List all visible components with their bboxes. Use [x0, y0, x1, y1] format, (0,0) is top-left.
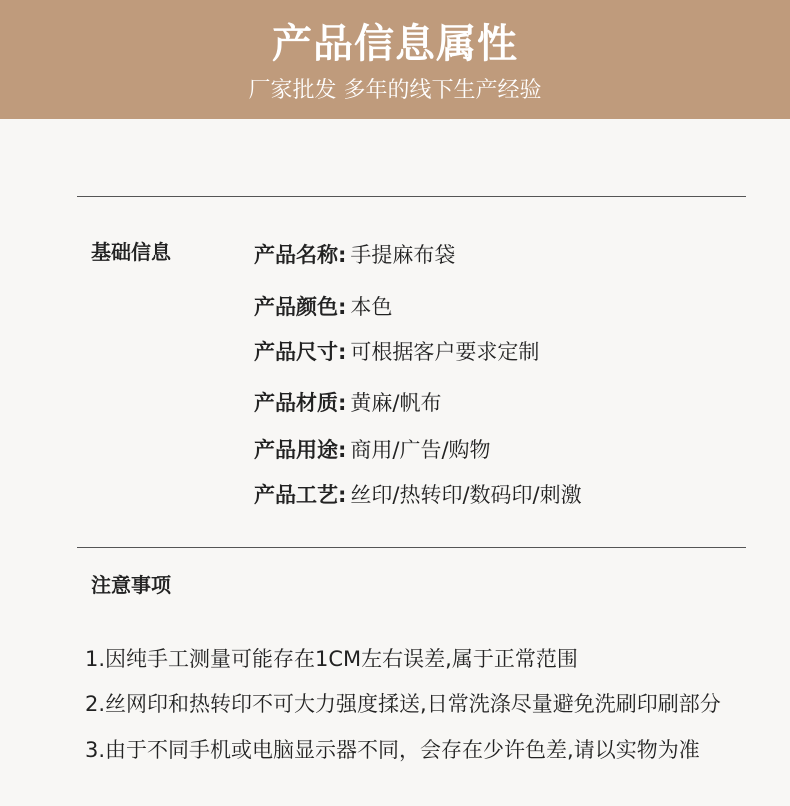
- note-item: 1.因纯手工测量可能存在1CM左右误差,属于正常范围: [85, 647, 578, 671]
- attr-key: 产品名称:: [254, 243, 347, 267]
- notes-label: 注意事项: [91, 573, 171, 597]
- attr-key: 产品颜色:: [254, 295, 347, 319]
- attr-row-color: [254, 293, 392, 321]
- attr-key: 产品材质:: [254, 391, 347, 415]
- page-title: 产品信息属性: [272, 21, 518, 67]
- basic-info-label: 基础信息: [91, 240, 171, 264]
- attr-value: 可根据客户要求定制: [350, 340, 540, 364]
- attr-value: 丝印/热转印/数码印/刺激: [350, 483, 582, 507]
- header-banner: [0, 0, 790, 119]
- attr-row-material: [254, 389, 441, 417]
- attr-value: 商用/广告/购物: [350, 438, 491, 462]
- divider-top: [77, 196, 746, 197]
- note-item: 2.丝网印和热转印不可大力强度揉送,日常洗涤尽量避免洗刷印刷部分: [85, 692, 721, 716]
- attr-row-craft: [254, 481, 582, 509]
- divider-middle: [77, 547, 746, 548]
- attr-key: 产品工艺:: [254, 483, 347, 507]
- attr-value: 本色: [350, 295, 393, 319]
- page-subtitle: 厂家批发 多年的线下生产经验: [248, 78, 542, 103]
- note-item: 3.由于不同手机或电脑显示器不同，会存在少许色差,请以实物为准: [85, 738, 700, 762]
- attr-key: 产品尺寸:: [254, 340, 347, 364]
- attr-value: 手提麻布袋: [350, 243, 456, 267]
- attr-key: 产品用途:: [254, 438, 347, 462]
- attr-row-size: [254, 338, 539, 366]
- attr-row-name: [254, 241, 455, 269]
- attr-value: 黄麻/帆布: [350, 391, 442, 415]
- attr-row-usage: [254, 436, 491, 464]
